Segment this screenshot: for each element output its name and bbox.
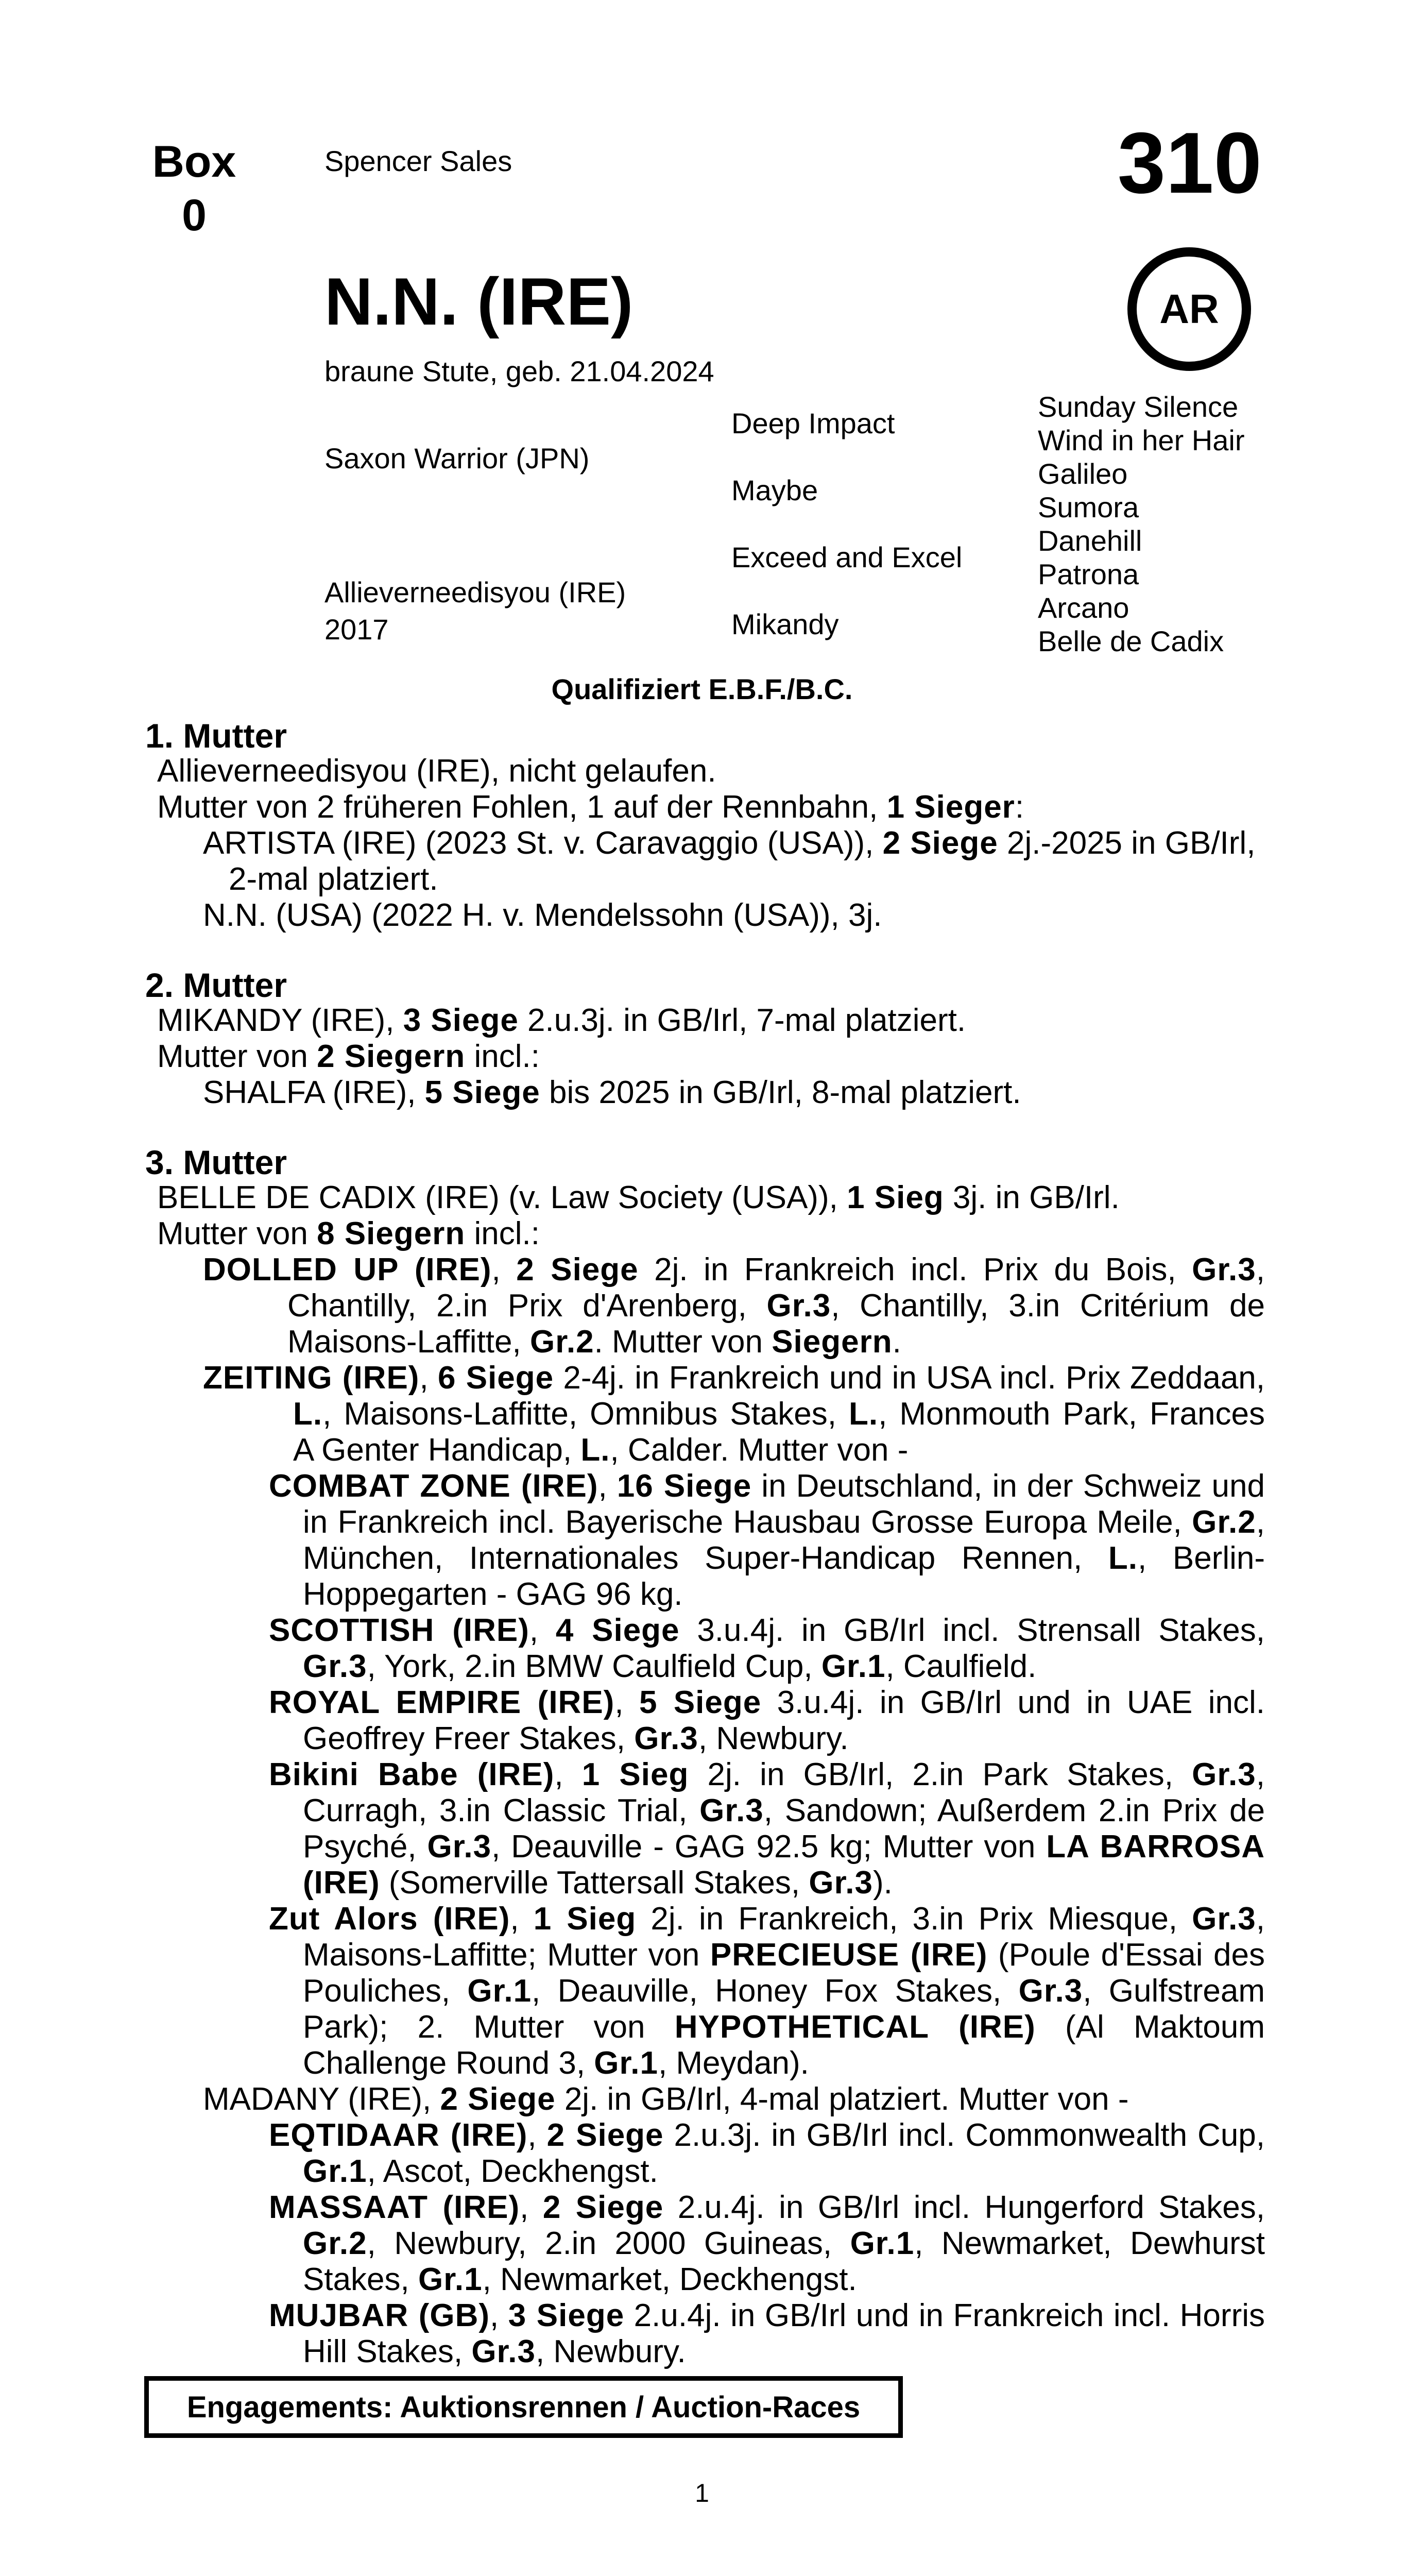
pedigree-gen3: Galileo bbox=[1038, 457, 1128, 490]
horse-description: braune Stute, geb. 21.04.2024 bbox=[324, 355, 714, 387]
pedigree-dam-year: 2017 bbox=[324, 613, 389, 646]
third-dam-produce-summary: Mutter von 8 Siegern incl.: bbox=[157, 1216, 540, 1251]
second-dam-line: MIKANDY (IRE), 3 Siege 2.u.3j. in GB/Irl, 7-mal platziert. bbox=[157, 1003, 966, 1038]
pedigree-gen3: Wind in her Hair bbox=[1038, 424, 1245, 456]
section-title-1-mutter: 1. Mutter bbox=[145, 717, 287, 755]
ar-badge: AR bbox=[1127, 247, 1251, 371]
produce-entry-zeiting: ZEITING (IRE), 6 Siege 2-4j. in Frankreich und in USA incl. Prix Zeddaan, L., Maisons-Laffitte, Omnibus Stakes, L., Monmouth Park, Frances A Genter Handicap, L., Calder. Mutter von - bbox=[203, 1360, 1265, 1468]
qualification-note: Qualifiziert E.B.F./B.C. bbox=[551, 673, 853, 705]
produce-entry-royal-empire: ROYAL EMPIRE (IRE), 5 Siege 3.u.4j. in GB/Irl und in UAE incl. Geoffrey Freer Stakes, Gr.3, Newbury. bbox=[269, 1685, 1265, 1756]
pedigree-dam: Allieverneedisyou (IRE) bbox=[324, 576, 626, 608]
offspring-entry: N.N. (USA) (2022 H. v. Mendelssohn (USA)), 3j. bbox=[203, 897, 882, 933]
engagements-box: Engagements: Auktionsrennen / Auction-Races bbox=[144, 2376, 903, 2438]
pedigree-gen3: Patrona bbox=[1038, 558, 1139, 590]
page-number: 1 bbox=[695, 2479, 709, 2507]
pedigree-sire: Saxon Warrior (JPN) bbox=[324, 442, 590, 474]
horse-name: N.N. (IRE) bbox=[324, 264, 633, 339]
produce-entry-eqtidaar: EQTIDAAR (IRE), 2 Siege 2.u.3j. in GB/Irl incl. Commonwealth Cup, Gr.1, Ascot, Deckhengst. bbox=[269, 2117, 1265, 2189]
section-title-2-mutter: 2. Mutter bbox=[145, 966, 287, 1004]
produce-entry-scottish: SCOTTISH (IRE), 4 Siege 3.u.4j. in GB/Irl incl. Strensall Stakes, Gr.3, York, 2.in BMW Caulfield Cup, Gr.1, Caulfield. bbox=[269, 1613, 1265, 1684]
dam-produce-summary: Mutter von 2 früheren Fohlen, 1 auf der Rennbahn, 1 Sieger: bbox=[157, 789, 1024, 825]
seller-name: Spencer Sales bbox=[324, 145, 512, 177]
pedigree-gen3: Danehill bbox=[1038, 524, 1142, 557]
offspring-entry: ARTISTA (IRE) (2023 St. v. Caravaggio (USA)), 2 Siege 2j.-2025 in GB/Irl, 2-mal platziert. bbox=[203, 825, 1256, 897]
box-label: Box 0 bbox=[145, 135, 243, 242]
third-dam-line: BELLE DE CADIX (IRE) (v. Law Society (USA)), 1 Sieg 3j. in GB/Irl. bbox=[157, 1180, 1120, 1215]
pedigree-gen2: Mikandy bbox=[731, 608, 839, 640]
box-number: 0 bbox=[182, 191, 207, 240]
produce-entry-madany: MADANY (IRE), 2 Siege 2j. in GB/Irl, 4-mal platziert. Mutter von - bbox=[203, 2081, 1129, 2117]
produce-entry-bikini-babe: Bikini Babe (IRE), 1 Sieg 2j. in GB/Irl, 2.in Park Stakes, Gr.3, Curragh, 3.in Classic Trial, Gr.3, Sandown; Außerdem 2.in Prix de Psyché, Gr.3, Deauville - GAG 92.5 kg; Mutter von LA BARROSA (IRE) (Somerville Tattersall Stakes, Gr.3). bbox=[269, 1757, 1265, 1901]
second-dam-produce-summary: Mutter von 2 Siegern incl.: bbox=[157, 1039, 540, 1074]
pedigree-gen3: Belle de Cadix bbox=[1038, 625, 1224, 657]
produce-entry-dolled-up: DOLLED UP (IRE), 2 Siege 2j. in Frankreich incl. Prix du Bois, Gr.3, Chantilly, 2.in Prix d'Arenberg, Gr.3, Chantilly, 3.in Critérium de Maisons-Laffitte, Gr.2. Mutter von Siegern. bbox=[203, 1252, 1265, 1360]
produce-entry-combat-zone: COMBAT ZONE (IRE), 16 Siege in Deutschland, in der Schweiz und in Frankreich incl. Bayerische Hausbau Grosse Europa Meile, Gr.2, München, Internationales Super-Handicap Rennen, L., Berlin-Hoppegarten - GAG 96 kg. bbox=[269, 1468, 1265, 1612]
pedigree-gen2: Exceed and Excel bbox=[731, 541, 963, 573]
dam-line: Allieverneedisyou (IRE), nicht gelaufen. bbox=[157, 753, 716, 789]
section-title-3-mutter: 3. Mutter bbox=[145, 1143, 287, 1181]
pedigree-gen3: Sunday Silence bbox=[1038, 391, 1239, 423]
produce-entry-mujbar: MUJBAR (GB), 3 Siege 2.u.4j. in GB/Irl und in Frankreich incl. Horris Hill Stakes, Gr.3, Newbury. bbox=[269, 2298, 1265, 2369]
offspring-entry: SHALFA (IRE), 5 Siege bis 2025 in GB/Irl, 8-mal platziert. bbox=[203, 1075, 1021, 1110]
pedigree-gen3: Arcano bbox=[1038, 591, 1129, 624]
pedigree-gen3: Sumora bbox=[1038, 491, 1139, 523]
produce-entry-massaat: MASSAAT (IRE), 2 Siege 2.u.4j. in GB/Irl incl. Hungerford Stakes, Gr.2, Newbury, 2.in 2000 Guineas, Gr.1, Newmarket, Dewhurst Stakes, Gr.1, Newmarket, Deckhengst. bbox=[269, 2190, 1265, 2297]
pedigree-gen2: Maybe bbox=[731, 474, 818, 506]
produce-entry-zut-alors: Zut Alors (IRE), 1 Sieg 2j. in Frankreich, 3.in Prix Miesque, Gr.3, Maisons-Laffitte; Mutter von PRECIEUSE (IRE) (Poule d'Essai des Pouliches, Gr.1, Deauville, Honey Fox Stakes, Gr.3, Gulfstream Park); 2. Mutter von HYPOTHETICAL (IRE) (Al Maktoum Challenge Round 3, Gr.1, Meydan). bbox=[269, 1901, 1265, 2081]
lot-number: 310 bbox=[1117, 114, 1262, 211]
pedigree-gen2: Deep Impact bbox=[731, 407, 895, 439]
